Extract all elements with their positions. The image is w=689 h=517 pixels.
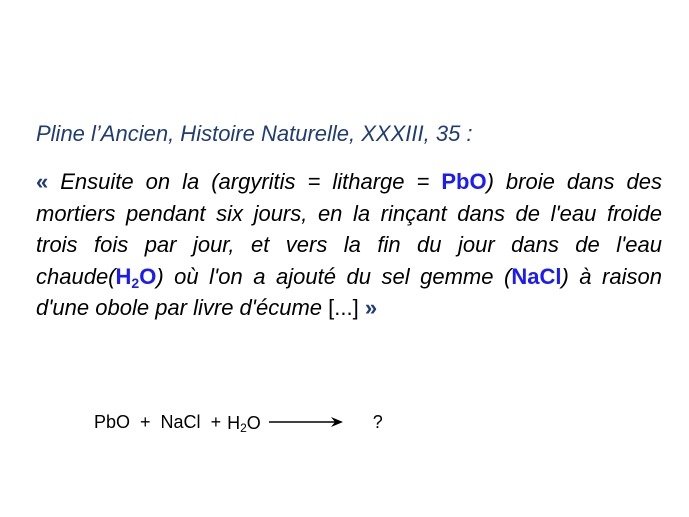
reactant-h2o-subscript: 2 (240, 420, 247, 435)
reactant-h2o-base: H (227, 412, 241, 433)
quote-text-3: ) où l'on a ajouté du sel gemme ( (156, 263, 512, 289)
formula-h2o-subscript: 2 (131, 274, 140, 291)
quote-text-2: ) broie dans des mortiers pendant six jours, en la rinçant dans de l'eau froide trois fois par jour, et vers la fin du jour dans de l'eau chaude( (36, 169, 662, 289)
formula-nacl: NaCl (511, 263, 562, 289)
reactant-h2o-tail: O (246, 412, 261, 433)
quote-paragraph (36, 166, 662, 324)
reactant-nacl: NaCl (160, 412, 201, 433)
formula-pbo: PbO (441, 169, 487, 194)
reactant-h2o (227, 409, 261, 436)
plus-sign-2: + (210, 412, 222, 433)
quote-text-1: Ensuite on la (argyritis = litharge = (48, 169, 442, 194)
reaction-arrow-icon (267, 415, 345, 429)
product-unknown: ? (372, 412, 383, 433)
formula-h2o-tail: O (139, 263, 157, 289)
plus-sign-1: + (140, 412, 151, 433)
open-quote-mark: « (36, 169, 49, 194)
formula-h2o-base: H (115, 263, 132, 289)
reactant-pbo: PbO (94, 412, 131, 433)
reaction-equation (94, 408, 383, 436)
citation-heading: Pline l’Ancien, Histoire Naturelle, XXXIII, 35 : (36, 121, 473, 146)
formula-h2o (116, 264, 157, 289)
close-quote-mark: » (358, 295, 378, 320)
quote-ellipsis: [...] (328, 295, 359, 320)
quote-text-4: ) à raison d'une obole par livre d'écume (36, 263, 662, 320)
